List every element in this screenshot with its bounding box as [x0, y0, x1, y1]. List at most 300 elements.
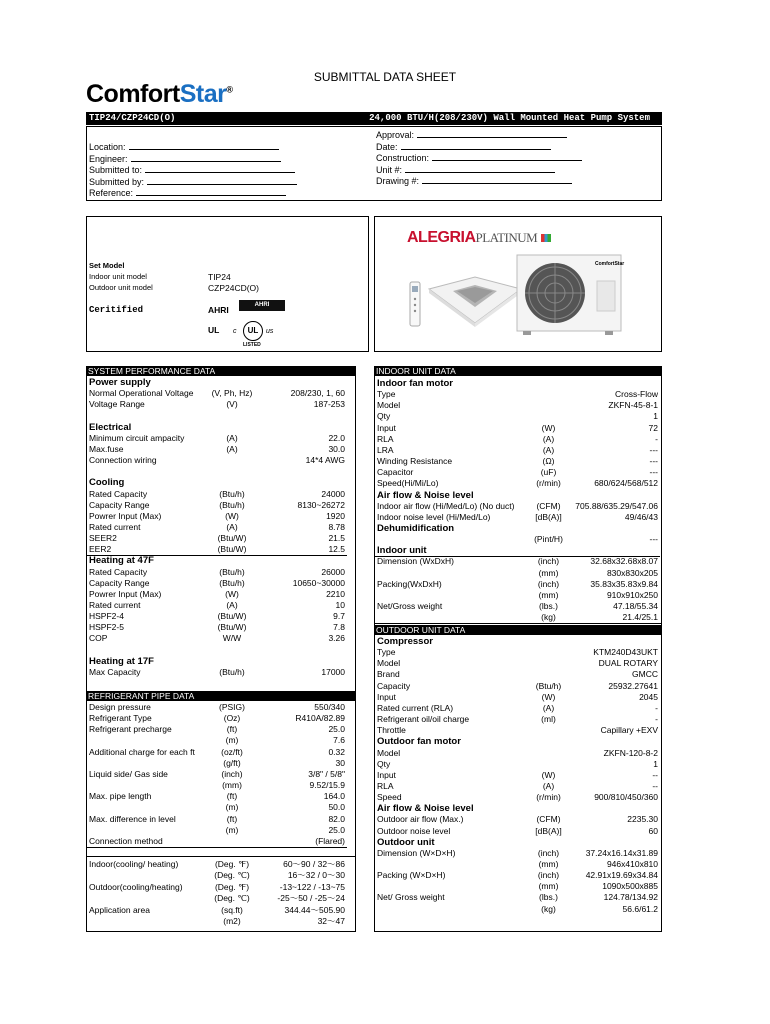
table-row: [89, 916, 345, 927]
row-unit: (A): [542, 444, 555, 455]
outdoor-model-value: CZP24CD(O): [208, 283, 260, 293]
row-value: 37.24x16.14x31.89: [585, 847, 658, 858]
row-value: 50.0: [328, 802, 345, 813]
row-value: 208/230, 1, 60: [290, 388, 345, 399]
refrigerant-pipe-heading: REFRIGERANT PIPE DATA: [86, 691, 356, 701]
project-field-line[interactable]: [401, 141, 551, 150]
row-label: Powrer Input (Max): [89, 588, 162, 599]
row-label: Additional charge for each ft: [89, 746, 195, 757]
row-unit: (Deg. ℃): [214, 870, 250, 881]
project-field-right: [376, 129, 567, 140]
table-row: [377, 579, 658, 590]
row-value: 17000: [321, 666, 345, 677]
row-label: Winding Resistance: [377, 456, 453, 467]
row-label: Input: [377, 691, 396, 702]
row-unit: (kg): [541, 612, 556, 623]
table-row: [377, 881, 658, 892]
table-row: [89, 769, 345, 780]
table-row: [89, 399, 345, 410]
table-row: [377, 781, 658, 792]
row-value: 49/46/43: [624, 511, 658, 522]
row-unit: (A): [542, 433, 555, 444]
row-unit: (m): [225, 735, 239, 746]
section-subheading: Power supply: [89, 377, 151, 388]
row-value: 16～32 / 0～30: [287, 870, 345, 881]
row-unit: (Ω): [542, 456, 555, 467]
row-unit: (g/ft): [223, 757, 241, 768]
row-unit: (A): [542, 780, 555, 791]
row-unit: (Deg. ℉): [214, 859, 250, 869]
row-unit: (mm): [222, 780, 242, 791]
table-row: [89, 836, 345, 847]
row-value: ---: [649, 444, 658, 455]
table-row: [377, 703, 658, 714]
section-subheading: Air flow & Noise level: [377, 489, 474, 501]
row-label: Outdoor noise level: [377, 825, 451, 836]
row-unit: (inch): [537, 556, 560, 567]
row-value: --: [652, 769, 658, 780]
table-row: [89, 747, 345, 758]
row-unit: (A): [226, 432, 238, 443]
row-unit: (ft): [226, 813, 238, 824]
product-image-box: [374, 216, 662, 352]
row-value: 72: [648, 422, 658, 433]
table-row: [377, 556, 658, 567]
table-row: [377, 568, 658, 579]
row-value: 1090x500x885: [602, 881, 658, 892]
row-label: Indoor(cooling/ heating): [89, 859, 179, 869]
table-row: [89, 713, 345, 724]
row-label: Rated current: [89, 600, 141, 610]
row-unit: (Btu/h): [219, 566, 245, 577]
row-unit: (A): [226, 521, 238, 532]
section-subheading: Indoor fan motor: [377, 378, 453, 389]
row-unit: (inch): [221, 768, 243, 779]
table-row: [377, 870, 658, 881]
row-unit: (kg): [541, 903, 556, 914]
row-unit: (Btu/W): [217, 611, 247, 622]
row-label: Connection method: [89, 835, 163, 846]
row-value: 7.6: [333, 735, 345, 746]
project-field-label: Engineer:: [89, 153, 128, 164]
row-label: Model: [377, 747, 401, 758]
ul-c-mark: c: [233, 328, 237, 335]
row-value: Cross-Flow: [615, 389, 658, 400]
table-row: [377, 658, 658, 669]
row-value: 56.6/61.2: [622, 903, 658, 914]
project-field-left: [89, 141, 279, 152]
table-row: [89, 489, 345, 500]
row-unit: (W): [541, 422, 556, 433]
row-value: 946x410x810: [606, 859, 658, 869]
row-label: RLA: [377, 433, 394, 444]
project-field-label: Drawing #:: [376, 176, 420, 186]
row-value: 22.0: [328, 432, 345, 443]
table-row: [377, 759, 658, 770]
section-subheading: Cooling: [89, 477, 125, 489]
project-field-right: [376, 152, 582, 163]
table-row: [89, 388, 345, 399]
table-row: [377, 736, 658, 747]
ul-listed-text: LISTED: [243, 342, 261, 348]
row-value: -13~122 / -13~75: [279, 881, 345, 892]
project-field-label: Approval:: [376, 130, 415, 140]
row-label: Brand: [377, 669, 400, 680]
table-row: [377, 669, 658, 680]
table-row: [377, 814, 658, 825]
table-row: [89, 656, 345, 667]
section-subheading: Outdoor fan motor: [377, 736, 461, 748]
row-unit: (mm): [538, 881, 559, 892]
row-value: 60～90 / 32～86: [283, 859, 345, 869]
table-row: [377, 456, 658, 467]
row-value: 164.0: [323, 791, 345, 802]
table-row: [377, 792, 658, 803]
brand-logo-mark: ®: [226, 84, 233, 95]
set-model-heading: Set Model: [89, 261, 125, 270]
row-label: Model: [377, 400, 401, 411]
row-unit: (mm): [538, 859, 559, 869]
row-label: Normal Operational Voltage: [89, 388, 194, 399]
table-row: [89, 555, 345, 566]
row-label: Capacity Range: [89, 499, 150, 510]
table-row: [377, 681, 658, 692]
row-label: Input: [377, 422, 396, 433]
table-row: [89, 825, 345, 836]
row-unit: (Deg. ℃): [214, 893, 250, 904]
row-unit: (W): [225, 588, 239, 599]
table-row: [377, 400, 658, 411]
row-value: 14*4 AWG: [305, 455, 345, 466]
row-label: Throttle: [377, 725, 406, 736]
row-value: 12.5: [328, 544, 345, 555]
row-label: Qty: [377, 411, 391, 422]
row-unit: (Btu/W): [217, 533, 247, 544]
row-value: GMCC: [632, 669, 658, 680]
row-value: 2235.30: [627, 814, 658, 825]
table-row: [377, 837, 658, 848]
row-value: ZKFN-120-8-2: [603, 747, 658, 758]
project-field-line[interactable]: [136, 187, 286, 196]
row-unit: (Btu/h): [219, 577, 245, 588]
row-value: 9.7: [333, 611, 345, 622]
row-value: 0.32: [328, 746, 345, 757]
project-field-label: Submitted to:: [89, 165, 143, 175]
table-row: [377, 848, 658, 859]
row-value: R410A/82.89: [295, 713, 345, 724]
row-label: Max. difference in level: [89, 813, 176, 824]
row-unit: (Oz): [223, 713, 241, 724]
project-field-line[interactable]: [405, 164, 555, 173]
project-field-label: Location:: [89, 142, 126, 152]
project-field-label: Unit #:: [376, 164, 403, 175]
row-value: 21.4/25.1: [622, 612, 658, 623]
section-subheading: Compressor: [377, 636, 433, 647]
table-row: [89, 544, 345, 555]
indoor-unit-heading: INDOOR UNIT DATA: [374, 366, 662, 376]
section-subheading: Air flow & Noise level: [377, 803, 474, 815]
project-field-line[interactable]: [417, 129, 567, 138]
row-label: Max.fuse: [89, 443, 124, 454]
row-unit: (CFM): [536, 814, 561, 825]
table-row: [89, 859, 345, 870]
row-label: Packing (W×D×H): [377, 870, 446, 881]
alegria-logo: [407, 229, 551, 247]
row-unit: (m): [225, 802, 239, 813]
table-row: [89, 377, 345, 388]
row-unit: (r/min): [536, 478, 561, 489]
row-unit: W/W: [222, 633, 242, 644]
table-row: [89, 410, 345, 421]
row-label: Input: [377, 769, 396, 780]
table-row: [377, 692, 658, 703]
row-value: DUAL ROTARY: [598, 658, 658, 669]
row-value: 8130~26272: [297, 499, 345, 510]
table-row: [89, 533, 345, 544]
table-row: [377, 467, 658, 478]
table-row: [377, 434, 658, 445]
table-row: [89, 667, 345, 678]
table-row: [89, 758, 345, 769]
table-row: [377, 523, 658, 534]
project-field-line[interactable]: [432, 152, 582, 161]
table-row: [377, 601, 658, 612]
table-row: [377, 423, 658, 434]
project-field-label: Submitted by:: [89, 176, 145, 187]
row-label: Capacity: [377, 680, 411, 691]
table-row: [377, 748, 658, 759]
project-field-line[interactable]: [129, 141, 279, 150]
row-label: Rated Capacity: [89, 488, 148, 499]
row-value: 30.0: [328, 443, 345, 454]
row-label: Qty: [377, 758, 391, 769]
row-unit: (sq.ft): [221, 904, 243, 915]
row-value: 26000: [321, 566, 345, 577]
row-value: 900/810/450/360: [594, 792, 658, 803]
row-value: ZKFN-45-8-1: [608, 400, 658, 411]
ul-circle-mark: UL: [243, 321, 263, 341]
row-value: 42.91x19.69x34.84: [585, 870, 658, 881]
row-unit: (W): [225, 510, 239, 521]
platinum-text: PLATINUM: [475, 230, 538, 245]
row-value: KTM240D43UKT: [593, 647, 658, 658]
row-value: 2045: [639, 691, 658, 702]
row-label: Model: [377, 658, 401, 669]
row-unit: (W): [541, 769, 556, 780]
remote-control-image: [409, 281, 421, 327]
table-row: [377, 714, 658, 725]
row-value: --: [652, 780, 658, 791]
certified-label: Ceritified: [89, 305, 144, 315]
row-label: Rated current (RLA): [377, 702, 454, 713]
row-unit: [dB(A)]: [535, 825, 562, 836]
row-unit: (ft): [226, 724, 238, 735]
row-value: -: [655, 702, 658, 713]
table-row: [89, 893, 345, 904]
table-row: [377, 904, 658, 915]
table-row: [377, 378, 658, 389]
table-row: [89, 589, 345, 600]
row-unit: (Pint/H): [534, 534, 563, 545]
row-label: HSPF2-4: [89, 611, 124, 622]
row-label: Voltage Range: [89, 399, 145, 410]
header-bar: [86, 112, 662, 125]
row-unit: (Btu/h): [219, 499, 245, 510]
row-label: Max Capacity: [89, 666, 141, 677]
row-value: 344.44～505.90: [284, 904, 345, 915]
row-label: HSPF2-5: [89, 622, 124, 633]
row-unit: (Btu/h): [535, 680, 562, 691]
row-value: 21.5: [328, 533, 345, 544]
row-value: 1: [653, 411, 658, 422]
project-field-label: Date:: [376, 141, 398, 152]
table-row: [89, 611, 345, 622]
row-value: 30: [335, 757, 345, 768]
row-unit: (mm): [538, 567, 559, 578]
project-field-label: Construction:: [376, 153, 430, 163]
table-row: [377, 389, 658, 400]
row-label: Refrigerant precharge: [89, 724, 172, 735]
row-unit: (V, Ph, Hz): [211, 388, 253, 399]
table-row: [89, 622, 345, 633]
table-row: [89, 802, 345, 813]
table-row: [377, 826, 658, 837]
row-value: 3.26: [328, 633, 345, 644]
row-value: 1: [653, 758, 658, 769]
table-row: [377, 647, 658, 658]
table-row: [377, 636, 658, 647]
project-field-line[interactable]: [147, 176, 297, 185]
project-field-left: [89, 187, 286, 198]
project-field-left: [89, 176, 297, 187]
row-label: Packing(WxDxH): [377, 578, 442, 589]
table-row: [377, 445, 658, 456]
row-label: Speed(Hi/Mi/Lo): [377, 478, 439, 489]
row-value: 187-253: [313, 399, 345, 410]
table-row: [89, 466, 345, 477]
row-value: Capillary +EXV: [600, 725, 658, 736]
project-field-left: [89, 164, 295, 175]
project-field-right: [376, 175, 572, 186]
outdoor-unit-heading: OUTDOOR UNIT DATA: [374, 625, 662, 635]
table-row: [89, 702, 345, 713]
table-row: [89, 735, 345, 746]
row-unit: (lbs.): [539, 892, 558, 903]
table-row: [377, 612, 658, 623]
row-unit: (r/min): [536, 792, 561, 803]
table-row: [89, 780, 345, 791]
row-label: Connection wiring: [89, 455, 157, 466]
table-row: [89, 433, 345, 444]
table-row: [377, 411, 658, 422]
row-value: 7.8: [333, 622, 345, 633]
row-unit: (A): [226, 443, 238, 454]
row-label: Speed: [377, 792, 402, 803]
row-label: Outdoor air flow (Max.): [377, 814, 464, 825]
row-label: Application area: [89, 904, 150, 915]
table-row: [377, 725, 658, 736]
ahri-label: AHRI: [208, 305, 229, 315]
unit-brand-logo: ComfortStar: [595, 261, 625, 267]
row-value: 35.83x35.83x9.84: [590, 578, 658, 589]
row-unit: (ft): [226, 791, 238, 802]
row-value: 47.18/55.34: [613, 601, 658, 611]
section-subheading: Indoor unit: [377, 545, 427, 557]
table-row: [89, 477, 345, 488]
row-label: Powrer Input (Max): [89, 510, 162, 521]
table-row: [89, 511, 345, 522]
row-label: SEER2: [89, 533, 117, 544]
table-row: [89, 567, 345, 578]
project-field-line[interactable]: [422, 175, 572, 184]
section-subheading: Dehumidification: [377, 522, 455, 534]
row-value: 25.0: [328, 724, 345, 735]
row-value: ---: [649, 467, 658, 478]
section-subheading: Heating at 17F: [89, 655, 154, 667]
table-row: [377, 545, 658, 556]
row-unit: (m): [225, 824, 239, 835]
row-unit: (A): [226, 600, 238, 610]
row-unit: (Btu/h): [219, 488, 245, 499]
project-field-right: [376, 141, 551, 152]
row-value: 910x910x250: [606, 589, 658, 600]
system-performance-heading: SYSTEM PERFORMANCE DATA: [86, 366, 356, 376]
row-value: 124.78/134.92: [603, 892, 658, 903]
table-row: [89, 724, 345, 735]
project-field-label: Reference:: [89, 188, 134, 198]
project-field-line[interactable]: [145, 164, 295, 173]
row-value: 24000: [321, 488, 345, 499]
ul-label: UL: [208, 325, 220, 335]
row-unit: (Btu/W): [217, 544, 247, 555]
row-value: 2210: [326, 588, 345, 599]
table-row: [89, 882, 345, 893]
section-subheading: Outdoor unit: [377, 836, 435, 848]
section-subheading: Heating at 47F: [89, 555, 154, 567]
project-field-left: [89, 153, 281, 164]
row-label: Design pressure: [89, 702, 151, 712]
row-value: 705.88/635.29/547.06: [575, 500, 658, 511]
row-unit: (ml): [541, 714, 556, 725]
table-row: [377, 478, 658, 489]
table-row: [89, 500, 345, 511]
table-row: [89, 444, 345, 455]
row-label: Capacity Range: [89, 577, 150, 588]
row-value: 1920: [326, 510, 345, 521]
table-row: [89, 422, 345, 433]
table-row: [377, 859, 658, 870]
table-row: [89, 905, 345, 916]
row-value: 680/624/568/512: [594, 478, 658, 489]
row-value: 3/8" / 5/8": [308, 768, 345, 779]
row-unit: (PSIG): [219, 702, 245, 712]
row-value: 8.78: [328, 521, 345, 532]
project-field-line[interactable]: [131, 153, 281, 162]
table-row: [89, 600, 345, 611]
row-value: 60: [648, 825, 658, 836]
row-label: Refrigerant oil/oil charge: [377, 714, 470, 725]
row-label: EER2: [89, 544, 112, 555]
table-row: [377, 534, 658, 545]
set-model-box: [86, 216, 369, 352]
table-row: [377, 501, 658, 512]
row-value: ---: [649, 534, 658, 545]
table-row: [377, 490, 658, 501]
row-value: ---: [649, 456, 658, 467]
row-label: Minimum circuit ampacity: [89, 432, 185, 443]
row-value: -: [655, 433, 658, 444]
table-row: [89, 870, 345, 881]
